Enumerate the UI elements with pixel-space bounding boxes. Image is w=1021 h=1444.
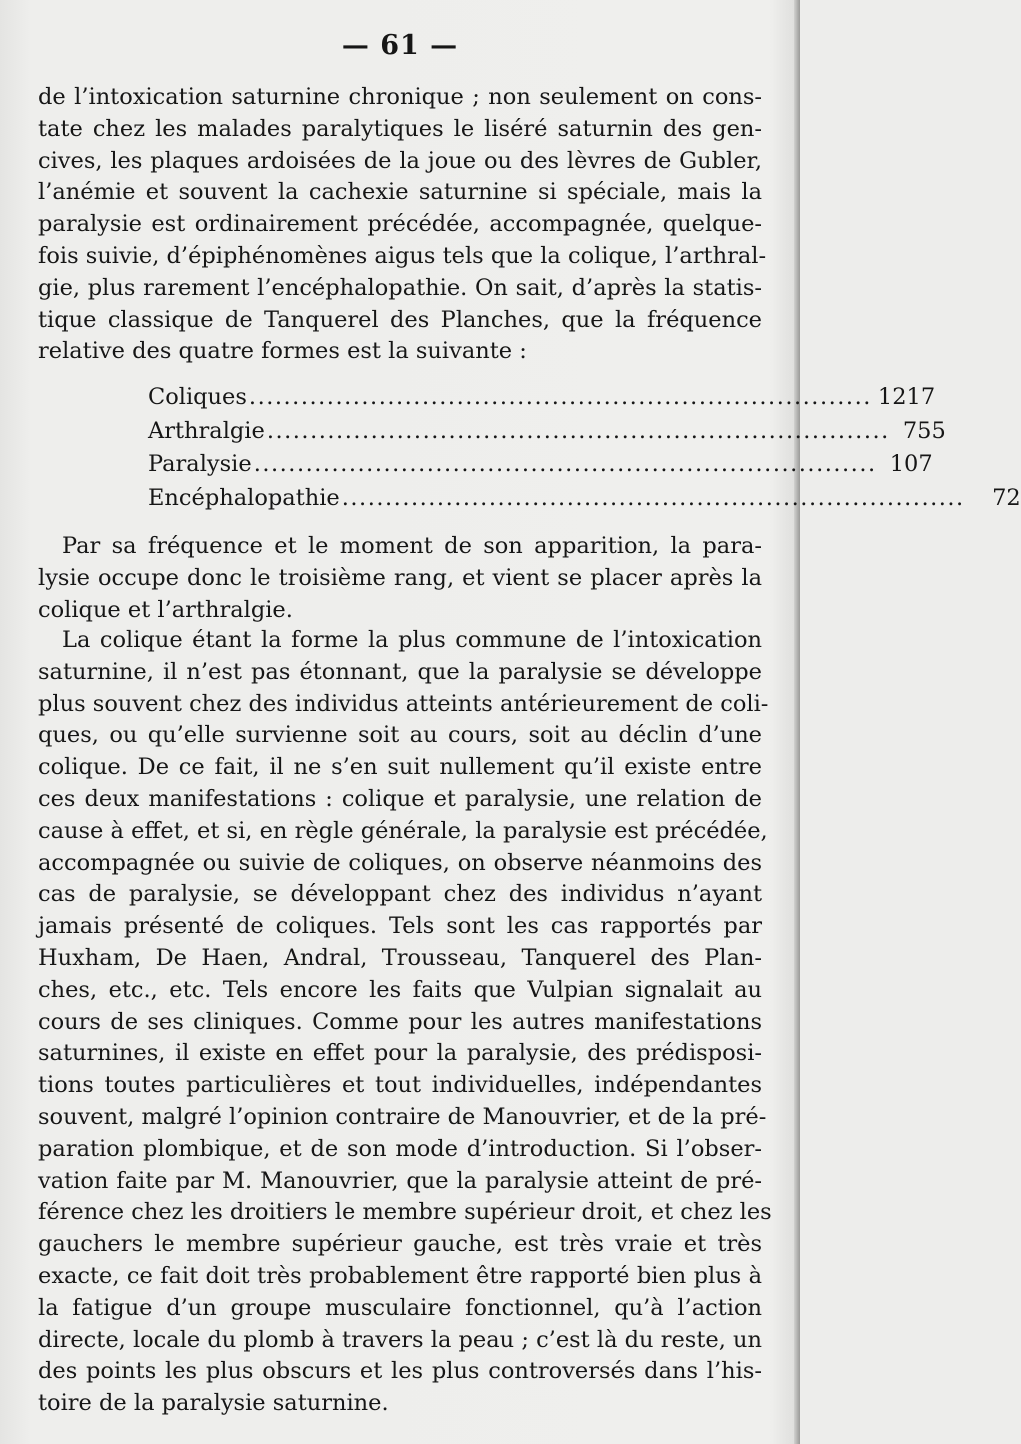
text-line: La colique étant la forme la plus commune de l’intoxication	[62, 627, 762, 653]
text-line: tions toutes particulières et tout individuelles, indépendantes	[38, 1072, 762, 1099]
text-line: des points les plus obscurs et les plus controversés dans l’his-	[38, 1358, 762, 1385]
leader-dots: ........................................................................	[253, 451, 877, 477]
frequency-table	[148, 381, 1021, 515]
table-row	[148, 415, 946, 449]
form-name: Encéphalopathie	[148, 484, 340, 511]
text-line: tate chez les malades paralytiques le liséré saturnin des gen-	[38, 115, 762, 142]
paragraph-1	[38, 82, 767, 368]
text-line: relative des quatre formes est la suivante :	[38, 338, 527, 365]
table-row	[148, 381, 936, 415]
text-line: plus souvent chez des individus atteints antérieurement de coli-	[38, 690, 769, 717]
text-line: cas de paralysie, se développant chez des individus n’ayant	[38, 881, 762, 908]
text-line: saturnines, il existe en effet pour la paralysie, des prédisposi-	[38, 1040, 762, 1067]
text-line: Huxham, De Haen, Andral, Trousseau, Tanquerel des Plan-	[38, 944, 762, 971]
text-line: lysie occupe donc le troisième rang, et vient se placer après la	[38, 564, 762, 591]
text-line: fois suivie, d’épiphénomènes aigus tels que la colique, l’arthral-	[38, 242, 767, 269]
text-line: ches, etc., etc. Tels encore les faits que Vulpian signalait au	[38, 976, 762, 1003]
text-line: vation faite par M. Manouvrier, que la paralysie atteint de pré-	[38, 1167, 762, 1194]
leader-dots: ........................................................................	[341, 484, 965, 511]
paragraph-3	[38, 625, 772, 1420]
table-row	[148, 482, 1021, 516]
text-line: ces deux manifestations : colique et paralysie, une relation de	[38, 785, 762, 812]
leader-dots: ........................................................................	[266, 417, 890, 444]
leader-dots: ........................................................................	[248, 384, 872, 410]
text-line: cause à effet, et si, en règle générale, la paralysie est précédée,	[38, 817, 768, 844]
table-row	[148, 448, 933, 482]
form-name: Coliques	[148, 384, 247, 410]
text-line: gie, plus rarement l’encéphalopathie. On sait, d’après la statis-	[38, 274, 762, 301]
text-line: l’anémie et souvent la cachexie saturnine si spéciale, mais la	[38, 179, 762, 206]
paragraph-2	[38, 531, 762, 626]
text-line: férence chez les droitiers le membre supérieur droit, et chez les	[38, 1199, 772, 1226]
form-count: 755	[902, 417, 946, 444]
text-line: toire de la paralysie saturnine.	[38, 1390, 389, 1417]
text-line: exacte, ce fait doit très probablement être rapporté bien plus à	[38, 1262, 762, 1289]
text-line: de l’intoxication saturnine chronique ; non seulement on cons-	[38, 84, 762, 110]
text-line: paralysie est ordinairement précédée, accompagnée, quelque-	[38, 211, 762, 238]
text-line: la fatigue d’un groupe musculaire fonctionnel, qu’à l’action	[38, 1294, 762, 1321]
form-count: 107	[889, 451, 933, 477]
text-line: colique et l’arthralgie.	[38, 596, 293, 623]
form-count: 1217	[877, 384, 936, 410]
text-line: paration plombique, et de son mode d’introduction. Si l’obser-	[38, 1135, 762, 1162]
text-line: Par sa fréquence et le moment de son apparition, la para-	[62, 533, 762, 559]
text-line: accompagnée ou suivie de coliques, on observe néanmoins des	[38, 849, 762, 876]
text-line: jamais présenté de coliques. Tels sont les cas rapportés par	[38, 913, 762, 940]
form-count: 72	[992, 484, 1021, 511]
form-name: Arthralgie	[148, 417, 265, 444]
page-edge-shadow	[794, 0, 800, 1444]
text-line: colique. De ce fait, il ne s’en suit nullement qu’il existe entre	[38, 754, 762, 781]
text-line: gauchers le membre supérieur gauche, est très vraie et très	[38, 1231, 762, 1258]
text-line: ques, ou qu’elle survienne soit au cours, soit au déclin d’une	[38, 722, 762, 749]
text-line: souvent, malgré l’opinion contraire de Manouvrier, et de la pré-	[38, 1103, 767, 1130]
text-line: tique classique de Tanquerel des Planches, que la fréquence	[38, 306, 762, 333]
page-number: — 61 —	[341, 30, 459, 61]
text-line: saturnine, il n’est pas étonnant, que la paralysie se développe	[38, 658, 762, 685]
text-line: cours de ses cliniques. Comme pour les autres manifestations	[38, 1008, 762, 1035]
form-name: Paralysie	[148, 451, 252, 477]
text-line: cives, les plaques ardoisées de la joue ou des lèvres de Gubler,	[38, 147, 762, 174]
text-line: directe, locale du plomb à travers la peau ; c’est là du reste, un	[38, 1326, 762, 1353]
